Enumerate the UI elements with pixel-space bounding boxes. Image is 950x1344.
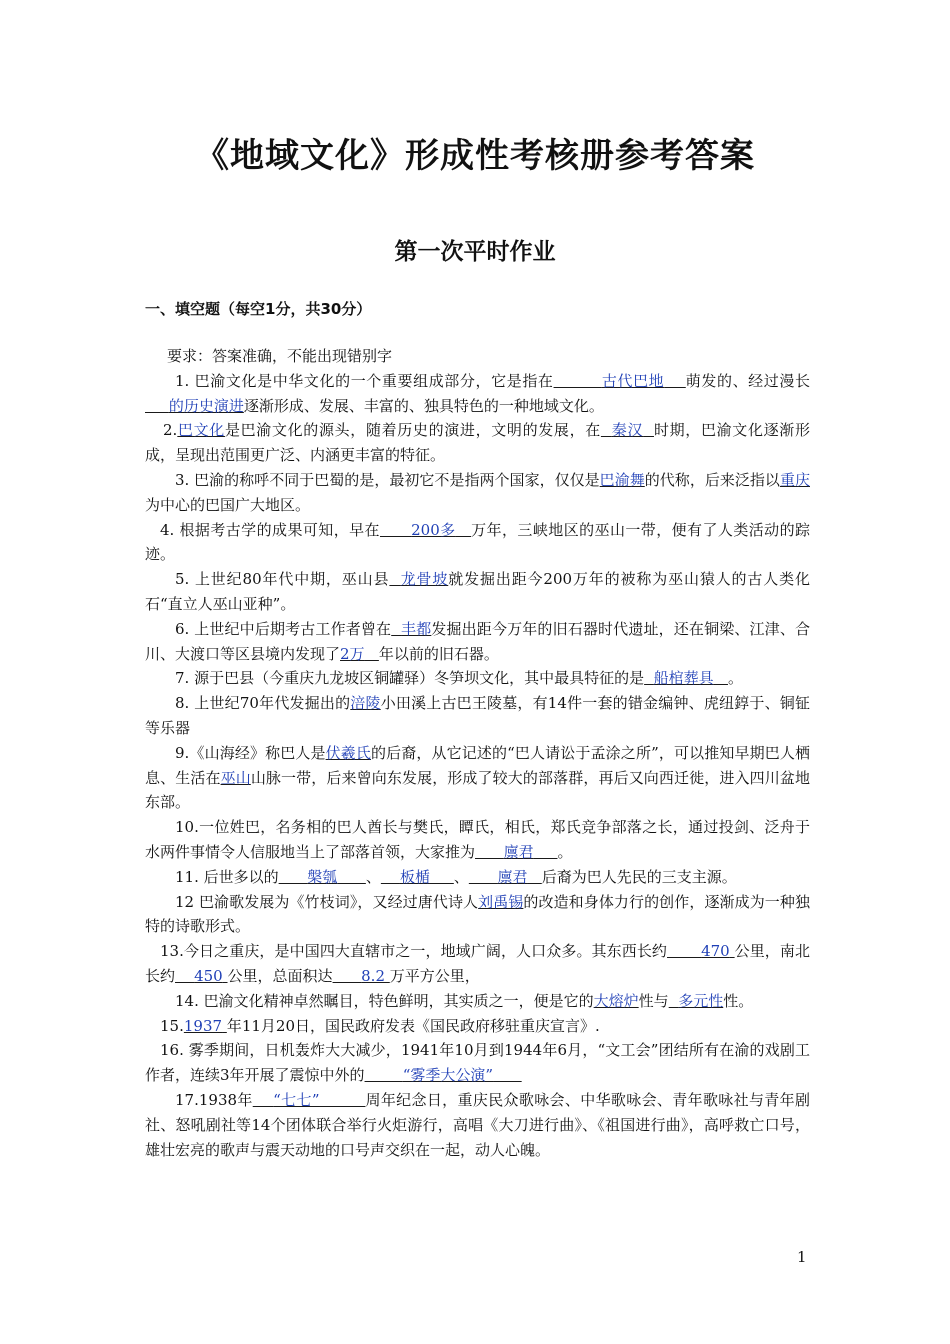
answer: “七七”	[273, 1090, 320, 1109]
question-14: 14. 巴渝文化精神卓然瞩目，特色鲜明，其实质之一，便是它的大熔炉性与 多元性性。	[175, 991, 754, 1010]
answer: 廪君	[497, 867, 528, 886]
requirement-note: 要求：答案准确，不能出现错别字	[167, 347, 393, 365]
answer: 廪君	[503, 842, 534, 861]
question-8: 8. 上世纪70年代发掘出的涪陵小田溪上古巴王陵墓，有14件一套的错金编钟、虎纽錞于、铜钲等乐器	[145, 694, 810, 737]
question-17: 17.1938年 “七七” 周年纪念日，重庆民众歌咏会、中华歌咏会、青年歌咏社与青年剧社、怒吼剧社等14个团体联合举行火炬游行，高唱《大刀进行曲》、《祖国进行曲》，高呼救亡口号，雄壮宏亮的歌声与震天动地的口号声交织在一起，动人心魄。	[145, 1090, 810, 1159]
answer: 大熔炉	[593, 991, 639, 1010]
answer: 伏羲氏	[325, 743, 371, 762]
answer: 470	[701, 942, 730, 961]
answer: 丰都	[401, 619, 432, 638]
question-4: 4. 根据考古学的成果可知，早在 200多 万年，三峡地区的巫山一带，便有了人类活动的踪迹。	[145, 520, 810, 564]
question-7: 7. 源于巴县（今重庆九龙坡区铜罐驿）冬笋坝文化，其中最具特征的是 船棺葬具 。	[175, 669, 743, 688]
answer: 巫山	[220, 768, 251, 787]
question-body	[145, 344, 810, 1162]
page-number: 1	[797, 1248, 807, 1266]
question-16: 16. 雾季期间，日机轰炸大大减少，1941年10月到1944年6月，“文工会”团结所有在渝的戏剧工作者，连续3年开展了震惊中外的 “雾季大公演”	[145, 1041, 810, 1085]
answer: 刘禹锡	[478, 892, 524, 911]
answer: 龙骨坡	[400, 570, 449, 589]
question-6: 6. 上世纪中后期考古工作者曾在 丰都发掘出距今万年的旧石器时代遗址，还在铜梁、江津、合川、大渡口等区县境内发现了2万 年以前的旧石器。	[145, 619, 810, 663]
answer: 船棺葬具	[653, 669, 714, 688]
question-12: 12 巴渝歌发展为《竹枝词》，又经过唐代诗人刘禹锡的改造和身体力行的创作，逐渐成为一种独特的诗歌形式。	[145, 892, 810, 936]
question-3: 3. 巴渝的称呼不同于巴蜀的是，最初它不是指两个国家，仅仅是巴渝舞的代称，后来泛指以重庆为中心的巴国广大地区。	[145, 470, 810, 514]
answer: 8.2	[361, 966, 385, 985]
answer: 的历史演进	[168, 396, 244, 415]
answer: 涪陵	[350, 694, 381, 713]
answer: 巴文化	[177, 421, 225, 440]
section-heading: 一、填空题（每空1分，共30分）	[145, 300, 372, 318]
assignment-subtitle: 第一次平时作业	[394, 239, 556, 265]
answer: 450	[194, 966, 223, 985]
answer: “雾季大公演”	[402, 1066, 494, 1085]
answer: 槃瓠	[307, 867, 338, 886]
answer: 多元性	[678, 991, 724, 1010]
question-1: 1. 巴渝文化是中华文化的一个重要组成部分，它是指在 古代巴地 萌发的、经过漫长 的历史演进逐渐形成、发展、丰富的、独具特色的一种地域文化。	[168, 371, 810, 415]
question-11: 11. 后世多以的 槃瓠 、 板楯 、 廪君 后裔为巴人先民的三支主源。	[175, 867, 737, 886]
question-9: 9.《山海经》称巴人是伏羲氏的后裔，从它记述的“巴人请讼于孟涂之所”，可以推知早期巴人栖息、生活在巫山山脉一带，后来曾向东发展，形成了较大的部落群，再后又向西迁徙，进入四川盆地东部。	[145, 743, 811, 812]
question-13: 13.今日之重庆，是中国四大直辖市之一，地域广阔，人口众多。其东西长约 470 公里，南北长约 450 公里，总面积达 8.2 万平方公里，	[145, 942, 810, 985]
question-5: 5. 上世纪80年代中期，巫山县 龙骨坡就发掘出距今200万年的被称为巫山猿人的古人类化石“直立人巫山亚种”。	[145, 570, 810, 613]
answer: 古代巴地	[601, 371, 665, 390]
answer: 秦汉	[611, 421, 644, 440]
answer: 1937	[183, 1016, 223, 1035]
answer: 重庆	[779, 470, 810, 489]
question-10: 10.一位姓巴，名务相的巴人酋长与樊氏，瞫氏，相氏，郑氏竞争部落之长，通过投剑、泛舟于水两件事情令人信服地当上了部落首领，大家推为 廪君 。	[145, 818, 810, 861]
answer: 200多	[411, 520, 456, 539]
question-2: 2.巴文化是巴渝文化的源头，随着历史的演进，文明的发展，在 秦汉 时期，巴渝文化逐渐形成，呈现出范围更广泛、内涵更丰富的特征。	[145, 421, 810, 465]
page-title: 《地域文化》形成性考核册参考答案	[195, 136, 755, 176]
answer: 巴渝舞	[599, 470, 645, 489]
answer: 2万	[340, 644, 365, 663]
answer: 板楯	[399, 867, 430, 886]
question-15: 15.1937 年11月20日，国民政府发表《国民政府移驻重庆宣言》.	[160, 1016, 600, 1035]
